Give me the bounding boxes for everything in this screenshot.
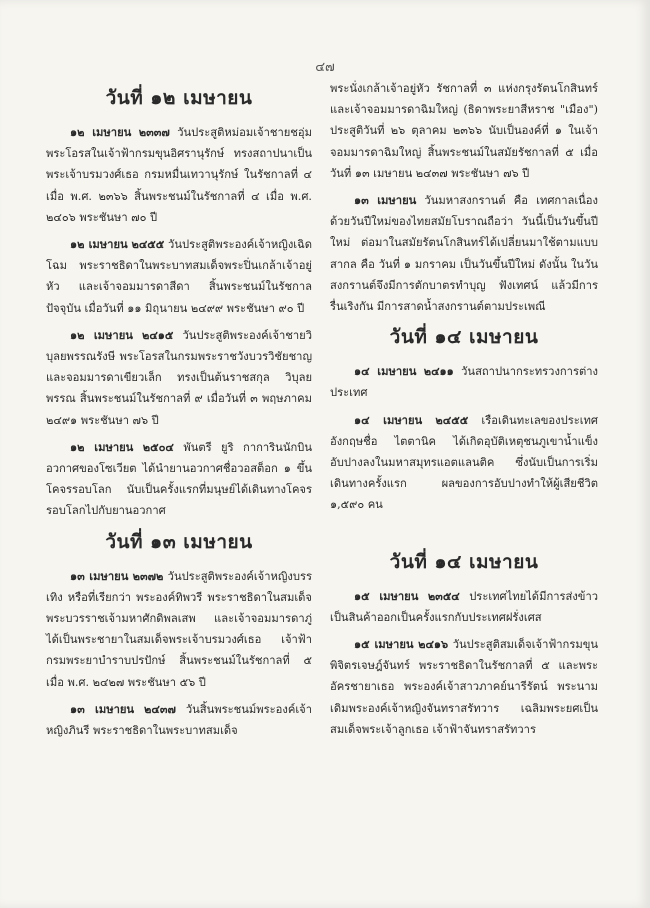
entry-text: วันประสูติหม่อมเจ้าชายชอุ่ม พระโอรสในเจ้าฟ้ากรมขุนอิศรานุรักษ์ ทรงสถาปนาเป็นพระเจ้าบรมวงศ์เธอ กรมหมื่นเทวานุรักษ์ ในรัชกาลที่ ๔ เมื่อ พ.ศ. ๒๓๖๖ สิ้นพระชนม์ในรัชกาลที่ ๔ เมื่อ พ.ศ. ๒๔๐๖ พระชันษา ๗๐ ปี xyxy=(46,126,312,224)
spacer xyxy=(330,522,598,542)
entry-date: ๑๒ เมษายน xyxy=(70,125,132,139)
entry-text: วันประสูติพระองค์เจ้าหญิงเฉิดโฉม พระราชธิดาในพระบาทสมเด็จพระปิ่นเกล้าเจ้าอยู่หัว และเจ้าจอมมารดาสีดา สิ้นพระชนม์ในรัชกาลปัจจุบัน เมื่อวันที่ ๑๑ มิถุนายน ๒๔๙๙ พระชันษา ๙๐ ปี xyxy=(46,238,312,315)
entry-date: ๑๓ เมษายน xyxy=(354,193,417,208)
entry-date: ๑๓ เมษายน xyxy=(70,568,129,583)
entry-year: ๒๓๕๔ xyxy=(427,588,460,603)
entry xyxy=(330,190,598,317)
entry xyxy=(330,361,598,403)
entry xyxy=(46,234,312,319)
entry-date: ๑๔ เมษายน xyxy=(354,412,423,427)
page-number: ๔๗ xyxy=(315,60,335,75)
entry-text: วันประสูติสมเด็จเจ้าฟ้ากรมขุนพิจิตรเจษฎ์จันทร์ พระราชธิดาในรัชกาลที่ ๕ และพระอัครชายาเธอ พระองค์เจ้าสาวภาคย์นารีรัตน์ พระนามเดิมพระองค์เจ้าหญิงจันทราสรัทวาร เฉลิมพระยศเป็นสมเด็จพระเจ้าลูกเธอ เจ้าฟ้าจันทราสรัทวาร xyxy=(330,638,599,736)
section-heading: วันที่ ๑๔ เมษายน xyxy=(389,550,539,573)
entry-text: วันมหาสงกรานต์ คือ เทศกาลเนื่องด้วยวันปีใหม่ของไทยสมัยโบราณถือว่า วันนี้เป็นวันขึ้นปีใหม่ ต่อมาในสมัยรัตนโกสินทร์ได้เปลี่ยนมาใช้ตามแบบสากล คือ วันที่ ๑ มกราคม เป็นวันขึ้นปีใหม่ ดังนั้น ในวันสงกรานต์จึงมีการตักบาตรทำบุญ ฟังเทศน์ แล้วมีการรื่นเริงกัน มีการสาดน้ำสงกรานต์ตามประเพณี xyxy=(330,194,598,314)
entry-year: ๒๓๗๒ xyxy=(132,568,164,583)
entry-year: ๒๔๕๕ xyxy=(131,237,165,252)
left-column xyxy=(46,78,312,747)
entry-continuation: พระนั่งเกล้าเจ้าอยู่หัว รัชกาลที่ ๓ แห่งกรุงรัตนโกสินทร์ และเจ้าจอมมารดาฉิมใหญ่ (ธิดาพระยาสีหราช "เมือง") ประสูติวันที่ ๒๖ ตุลาคม ๒๓๖๖ นับเป็นองค์ที่ ๑ ในเจ้าจอมมารดาฉิมใหญ่ สิ้นพระชนม์ในสมัยรัชกาลที่ ๕ เมื่อวันที่ ๑๓ เมษายน ๒๔๓๗ พระชันษา ๗๖ ปี xyxy=(330,82,598,180)
entry-text: วันสถาปนากระทรวงการต่างประเทศ xyxy=(330,365,598,400)
entry-year: ๒๔๑๖ xyxy=(418,637,449,652)
entry-year: ๒๓๓๗ xyxy=(138,125,170,139)
section-heading: วันที่ ๑๒ เมษายน xyxy=(105,87,253,109)
entry xyxy=(46,437,312,522)
entry-year: ๒๕๐๔ xyxy=(142,439,174,454)
section-heading: วันที่ ๑๔ เมษายน xyxy=(389,326,539,349)
entry-text: ประเทศไทยได้มีการส่งข้าวเป็นสินค้าออกเป็นครั้งแรกกับประเทศฝรั่งเศส xyxy=(330,589,599,624)
entry-text: เรือเดินทะเลของประเทศอังกฤษชื่อ ไตตานิค ได้เกิดอุบัติเหตุชนภูเขาน้ำแข็งอับปางลงในมหาสมุทรแอตแลนติค ซึ่งนับเป็นการเริ่มเดินทางครั้งแรก ผลของการอับปางทำให้ผู้เสียชีวิต ๑,๕๙๐ คน xyxy=(330,413,599,512)
entry-year: ๒๔๕๕ xyxy=(435,412,469,427)
entry xyxy=(330,634,598,740)
entry-date: ๑๓ เมษายน xyxy=(70,701,135,716)
entry xyxy=(330,586,598,628)
entry xyxy=(46,325,312,431)
right-column xyxy=(330,78,598,746)
entry-date: ๑๒ เมษายน xyxy=(70,439,134,454)
entry-text: วันประสูติพระองค์เจ้าหญิงบรรเทิง หรือที่เรียกว่า พระองค์ทิพวรี พระราชธิดาในสมเด็จพระบวรราชเจ้ามหาศักดิพลเสพ และเจ้าจอมมารดาภู่ ได้เป็นพระชายาในสมเด็จพระเจ้าบรมวงศ์เธอ เจ้าฟ้ากรมพระยาบำราบปรปักษ์ สิ้นพระชนม์ในรัชกาลที่ ๕ เมื่อ พ.ศ. ๒๔๒๗ พระชันษา ๕๖ ปี xyxy=(46,569,313,689)
entry-text: พันตรี ยูริ กาการินนักบินอวกาศของโซเวียต ได้นำยานอวกาศชื่อวอสต็อก ๑ ขึ้นโคจรรอบโลก นับเป็นครั้งแรกที่มนุษย์ได้เดินทางโคจรรอบโลกไปกับยานอวกาศ xyxy=(46,440,312,518)
entry-date: ๑๒ เมษายน xyxy=(70,237,128,252)
entry xyxy=(330,410,598,516)
entry-year: ๒๔๑๑ xyxy=(423,364,454,379)
entry-date: ๑๒ เมษายน xyxy=(70,327,133,342)
entry-date: ๑๔ เมษายน xyxy=(354,364,417,379)
entry-year: ๒๔๓๗ xyxy=(144,701,176,716)
entry-text: วันสิ้นพระชนม์พระองค์เจ้าหญิงภินรี พระราชธิดาในพระบาทสมเด็จ xyxy=(46,702,312,738)
entry xyxy=(46,566,312,693)
entry-text: วันประสูติพระองค์เจ้าชายวิบุลยพรรณรังษี พระโอรสในกรมพระราชวังบวรวิชัยชาญ และจอมมารดาเขียวเล็ก ทรงเป็นต้นราชสกุล วิบุลยพรรณ สิ้นพระชนม์ในรัชกาลที่ ๙ เมื่อวันที่ ๓ พฤษภาคม ๒๔๙๑ พระชันษา ๗๖ ปี xyxy=(46,328,313,427)
entry xyxy=(46,122,312,228)
entry xyxy=(46,699,312,741)
entry-year: ๒๔๑๕ xyxy=(141,327,174,342)
entry-date: ๑๕ เมษายน xyxy=(354,588,419,603)
entry-date: ๑๕ เมษายน xyxy=(354,637,414,652)
section-heading: วันที่ ๑๓ เมษายน xyxy=(105,530,253,553)
